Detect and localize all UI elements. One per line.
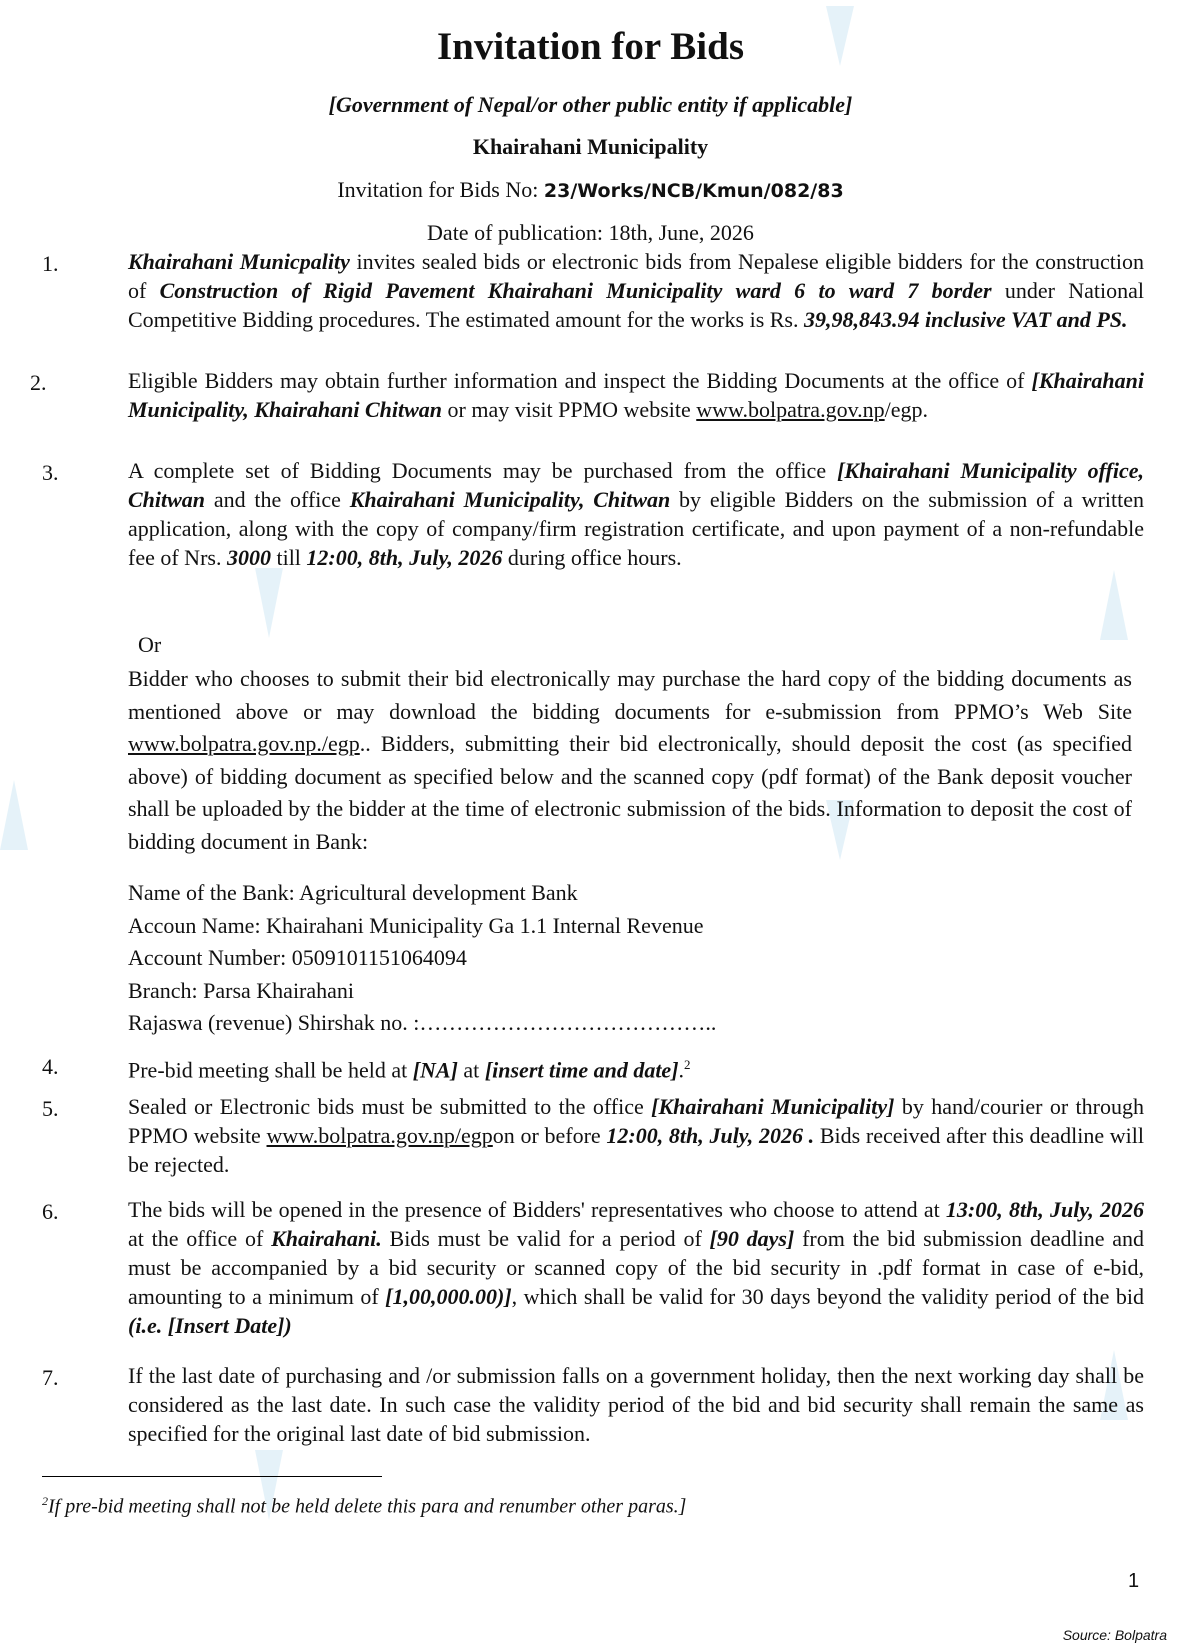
emphasis-text: [Khairahani Municipality office, Chitwan: [128, 458, 1144, 512]
footnote: [42, 1494, 686, 1519]
item-number: 2.: [30, 370, 47, 395]
text-run: A complete set of Bidding Documents may be purchased from the office: [128, 458, 838, 483]
item-text: [128, 1195, 1144, 1340]
revenue-head: Rajaswa (revenue) Shirshak no. :…………………………………..: [128, 1010, 717, 1035]
text-run: If the last date of purchasing and /or submission falls on a government holiday, then the next working day shall be considered as the last date. In such case the validity period of the bid and bid security shall remain the same as specified for the original last date of bid submission.: [128, 1363, 1144, 1446]
text-run: or may visit PPMO website: [442, 397, 697, 422]
emphasis-text: Khairahani Municipality, Chitwan: [349, 487, 671, 512]
text-run: during office hours.: [502, 545, 682, 570]
footnote-marker: 2: [42, 1494, 48, 1508]
text-run: under National Competitive Bidding procedures. The estimated amount for the works is Rs.: [128, 278, 1144, 332]
item-number: 4.: [42, 1054, 59, 1079]
text-run: till: [270, 545, 307, 570]
emphasis-text: [90 days]: [709, 1226, 795, 1251]
watermark-arrow-icon: [0, 780, 28, 850]
footnote-ref: 2: [684, 1057, 691, 1072]
bank-details: [128, 877, 716, 1040]
text-run: by eligible Bidders on the submission of a written application, along with the copy of company/firm registration certificate, and upon payment of a non-refundable fee of Nrs.: [128, 487, 1144, 570]
text-run: /egp.: [884, 397, 929, 422]
item-number: 6.: [42, 1199, 59, 1224]
emphasis-text: (i.e. [Insert Date]): [128, 1313, 292, 1338]
text-run: Eligible Bidders may obtain further information and inspect the Bidding Documents at the office of: [128, 368, 1032, 393]
emphasis-text: [Khairahani Municipality]: [651, 1094, 895, 1119]
entity-name: Khairahani Municipality: [472, 134, 709, 159]
item-number: 7.: [42, 1365, 59, 1390]
page-number: 1: [1128, 1570, 1140, 1592]
item-number: 1.: [42, 251, 59, 276]
document-subtitle: [Government of Nepal/or other public entity if applicable]: [328, 92, 853, 117]
website-link[interactable]: www.bolpatra.gov.np./egp: [128, 731, 360, 757]
text-run: Pre-bid meeting shall be held at: [128, 1057, 413, 1083]
emphasis-text: Construction of Rigid Pavement Khairahani Municipality ward 6 to ward 7 border: [159, 278, 992, 303]
item-text: [128, 247, 1144, 334]
item-number: 5.: [42, 1096, 59, 1121]
watermark-arrow-icon: [255, 568, 283, 638]
footnote-divider: [42, 1476, 382, 1477]
emphasis-text: 12:00, 8th, July, 2026: [306, 545, 503, 570]
bank-name: Name of the Bank: Agricultural development Bank: [128, 880, 578, 905]
source-credit: Source: Bolpatra: [1062, 1627, 1167, 1643]
emphasis-text: 12:00, 8th, July, 2026 .: [606, 1123, 815, 1148]
text-run: at the office of: [128, 1226, 272, 1251]
text-run: on or before: [492, 1123, 607, 1148]
text-run: and the office: [205, 487, 350, 512]
document-title: Invitation for Bids: [436, 25, 744, 68]
item-text: [128, 1050, 1144, 1084]
emphasis-text: [Khairahani Municipality, Khairahani Chitwan: [128, 368, 1144, 422]
or-separator: Or: [138, 632, 162, 657]
emphasis-text: Khairahani Municpality: [128, 249, 350, 274]
website-link[interactable]: www.bolpatra.gov.np/egp: [266, 1123, 493, 1148]
ifb-number: 23/Works/NCB/Kmun/082/83: [543, 180, 844, 202]
emphasis-text: 13:00, 8th, July, 2026: [945, 1197, 1144, 1222]
emphasis-text: [1,00,000.00)]: [385, 1284, 512, 1309]
text-run: , which shall be valid for 30 days beyond the validity period of the bid: [511, 1284, 1145, 1309]
watermark-arrow-icon: [1100, 570, 1128, 640]
ifb-number-line: [0, 177, 1181, 203]
emphasis-text: Khairahani.: [271, 1226, 382, 1251]
item-text: [128, 1361, 1144, 1448]
text-run: at: [457, 1057, 485, 1083]
publication-date: Date of publication: 18th, June, 2026: [427, 220, 754, 245]
text-run: Bids received after this deadline will be rejected.: [128, 1123, 1144, 1177]
item-text: [128, 366, 1144, 424]
text-run: Bids must be valid for a period of: [381, 1226, 710, 1251]
item-number: 3.: [42, 460, 59, 485]
website-link[interactable]: www.bolpatra.gov.np: [696, 397, 885, 422]
text-run: from the bid submission deadline and must be accompanied by a bid security or scanned copy of the bid security in .pdf format in case of e-bid, amounting to a minimum of: [128, 1226, 1145, 1309]
text-run: The bids will be opened in the presence of Bidders' representatives who choose to attend at: [128, 1197, 946, 1222]
emphasis-text: [NA]: [412, 1057, 458, 1083]
text-run: .. Bidders, submitting their bid electronically, should deposit the cost (as specified above) of bidding document as specified below and the scanned copy (pdf format) of the Bank deposit voucher shall be uploaded by the bidder at the time of electronic submission of the bids. Information to deposit the cost of bidding document in Bank:: [128, 731, 1132, 854]
text-run: .: [678, 1057, 685, 1083]
footnote-text: If pre-bid meeting shall not be held delete this para and renumber other paras.]: [48, 1495, 687, 1518]
electronic-submission-text: [128, 663, 1132, 859]
ifb-label: Invitation for Bids No:: [337, 177, 544, 202]
emphasis-text: 3000: [226, 545, 271, 570]
text-run: Sealed or Electronic bids must be submitted to the office: [128, 1094, 652, 1119]
text-run: Bidder who chooses to submit their bid electronically may purchase the hard copy of the bidding documents as mentioned above or may download the bidding documents for e-submission from PPMO’s Web Site: [128, 666, 1132, 724]
account-number: Account Number: 0509101151064094: [128, 945, 467, 970]
emphasis-text: [insert time and date]: [484, 1057, 679, 1083]
bank-branch: Branch: Parsa Khairahani: [128, 977, 355, 1003]
emphasis-text: 39,98,843.94 inclusive VAT and PS.: [803, 307, 1128, 332]
account-name: Accoun Name: Khairahani Municipality Ga 1.1 Internal Revenue: [128, 912, 704, 938]
item-text: [128, 456, 1144, 572]
text-run: by hand/courier or through PPMO website: [128, 1094, 1144, 1148]
text-run: invites sealed bids or electronic bids from Nepalese eligible bidders for the construction of: [128, 249, 1145, 303]
item-text: [128, 1092, 1144, 1179]
